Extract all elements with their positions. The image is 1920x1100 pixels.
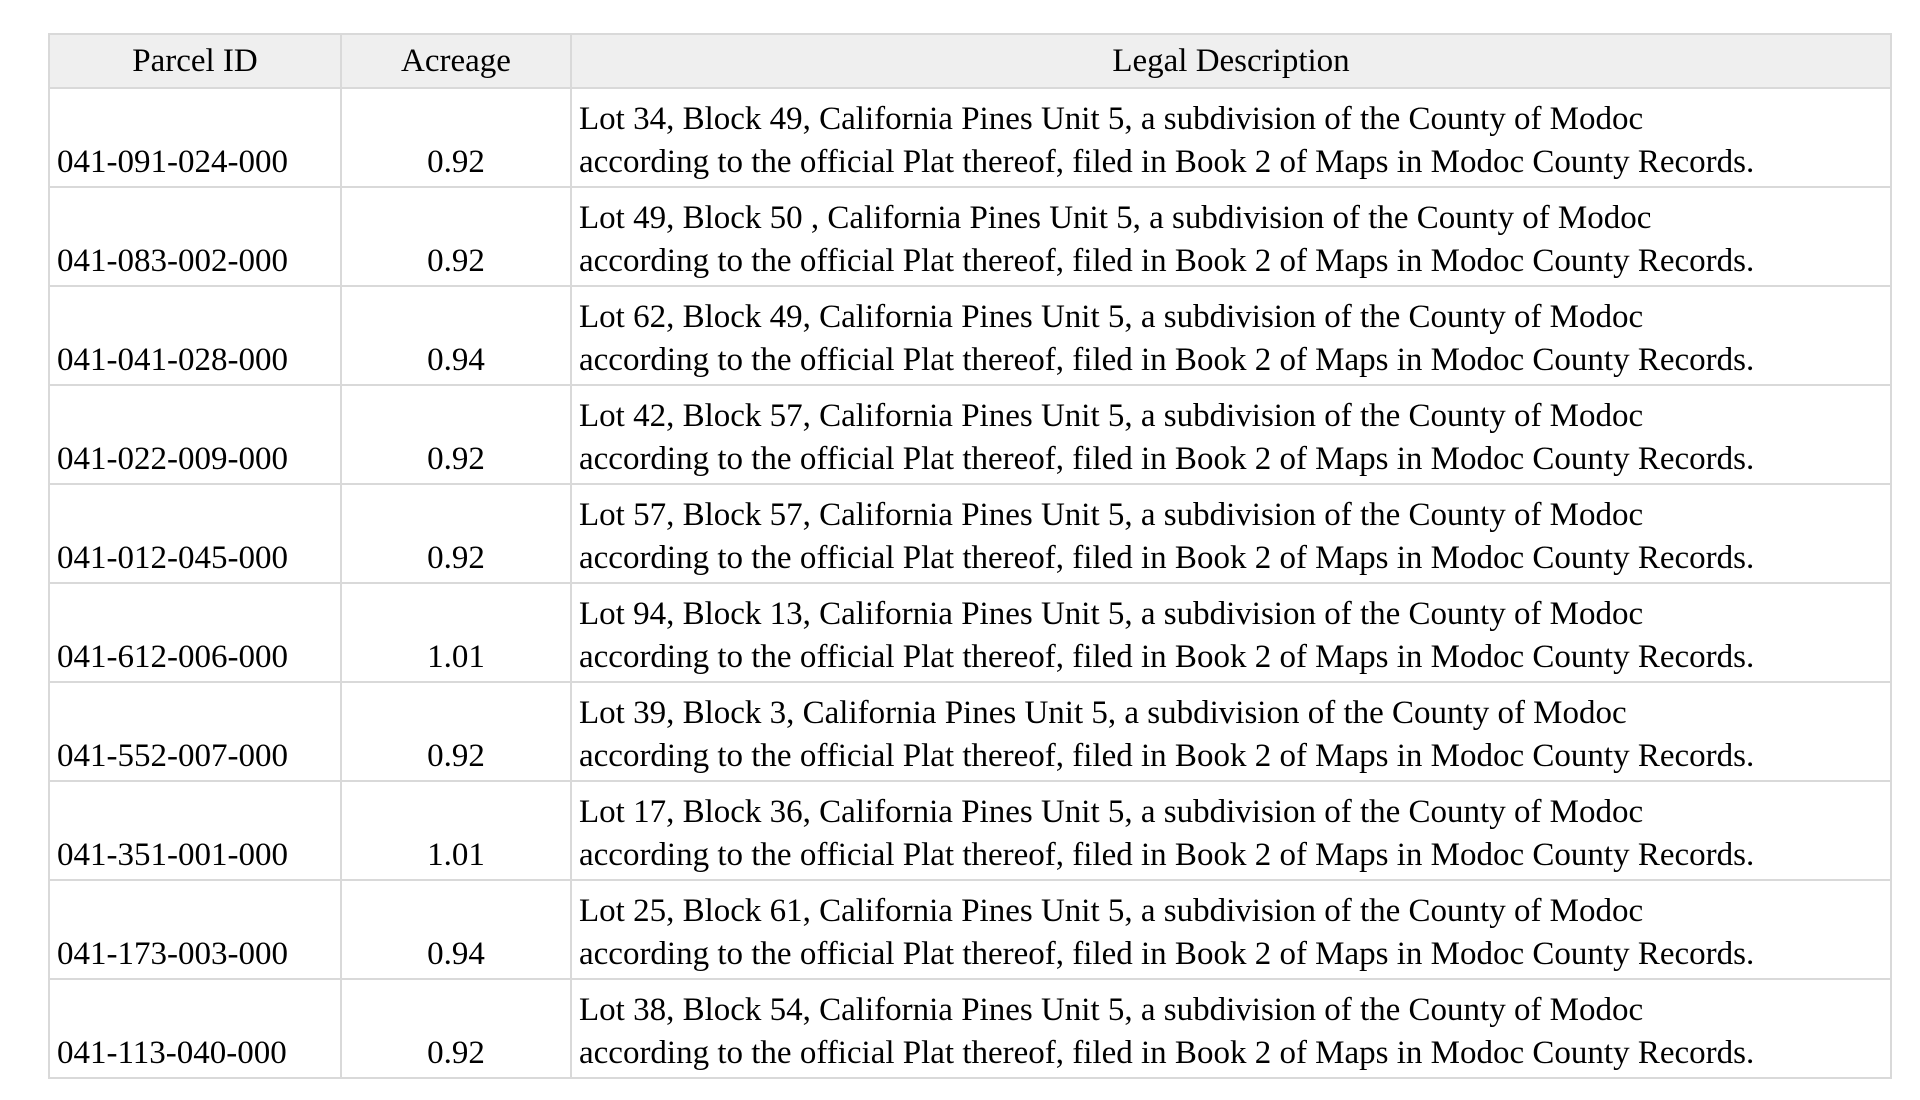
acreage-cell: 1.01 — [341, 583, 571, 682]
table-header — [49, 34, 1891, 88]
table-row — [49, 781, 1891, 880]
legal-description-line: according to the official Plat thereof, filed in Book 2 of Maps in Modoc County Records. — [579, 738, 1755, 774]
table-row — [49, 979, 1891, 1078]
acreage-cell: 0.94 — [341, 286, 571, 385]
legal-description-line: according to the official Plat thereof, filed in Book 2 of Maps in Modoc County Records. — [579, 441, 1755, 477]
acreage-cell: 0.92 — [341, 385, 571, 484]
legal-description-line: Lot 62, Block 49, California Pines Unit 5, a subdivision of the County of Modoc — [579, 299, 1644, 335]
table-row — [49, 286, 1891, 385]
legal-description-cell — [571, 187, 1891, 286]
legal-description-cell — [571, 979, 1891, 1078]
table-row — [49, 187, 1891, 286]
table-row — [49, 88, 1891, 187]
header-row — [49, 34, 1891, 88]
table-row — [49, 484, 1891, 583]
table-row — [49, 682, 1891, 781]
parcel-table-container — [48, 33, 1890, 1079]
legal-description-cell — [571, 88, 1891, 187]
acreage-cell: 0.92 — [341, 88, 571, 187]
legal-description-line: Lot 25, Block 61, California Pines Unit 5, a subdivision of the County of Modoc — [579, 893, 1644, 929]
acreage-cell: 0.92 — [341, 979, 571, 1078]
legal-description-line: according to the official Plat thereof, filed in Book 2 of Maps in Modoc County Records. — [579, 540, 1755, 576]
table-row — [49, 880, 1891, 979]
parcel-id-cell: 041-022-009-000 — [49, 385, 341, 484]
parcel-id-cell: 041-012-045-000 — [49, 484, 341, 583]
legal-description-line: according to the official Plat thereof, filed in Book 2 of Maps in Modoc County Records. — [579, 639, 1755, 675]
legal-description-line: according to the official Plat thereof, filed in Book 2 of Maps in Modoc County Records. — [579, 144, 1755, 180]
parcel-id-cell: 041-173-003-000 — [49, 880, 341, 979]
legal-description-line: Lot 57, Block 57, California Pines Unit 5, a subdivision of the County of Modoc — [579, 497, 1644, 533]
table-row — [49, 583, 1891, 682]
parcel-id-cell: 041-113-040-000 — [49, 979, 341, 1078]
parcel-id-cell: 041-041-028-000 — [49, 286, 341, 385]
legal-description-line: according to the official Plat thereof, filed in Book 2 of Maps in Modoc County Records. — [579, 342, 1755, 378]
legal-description-cell — [571, 583, 1891, 682]
legal-description-line: Lot 17, Block 36, California Pines Unit 5, a subdivision of the County of Modoc — [579, 794, 1644, 830]
header-legal-description: Legal Description — [571, 34, 1891, 88]
parcel-id-cell: 041-083-002-000 — [49, 187, 341, 286]
legal-description-line: Lot 38, Block 54, California Pines Unit 5, a subdivision of the County of Modoc — [579, 992, 1644, 1028]
legal-description-cell — [571, 286, 1891, 385]
legal-description-cell — [571, 385, 1891, 484]
legal-description-line: Lot 39, Block 3, California Pines Unit 5, a subdivision of the County of Modoc — [579, 695, 1627, 731]
parcel-id-cell: 041-091-024-000 — [49, 88, 341, 187]
legal-description-cell — [571, 781, 1891, 880]
parcel-table — [48, 33, 1892, 1079]
legal-description-line: Lot 42, Block 57, California Pines Unit 5, a subdivision of the County of Modoc — [579, 398, 1644, 434]
header-acreage: Acreage — [341, 34, 571, 88]
legal-description-cell — [571, 484, 1891, 583]
table-body — [49, 88, 1891, 1078]
parcel-id-cell: 041-552-007-000 — [49, 682, 341, 781]
parcel-id-cell: 041-612-006-000 — [49, 583, 341, 682]
legal-description-line: according to the official Plat thereof, filed in Book 2 of Maps in Modoc County Records. — [579, 837, 1755, 873]
acreage-cell: 1.01 — [341, 781, 571, 880]
legal-description-line: Lot 34, Block 49, California Pines Unit 5, a subdivision of the County of Modoc — [579, 101, 1644, 137]
legal-description-cell — [571, 682, 1891, 781]
table-row — [49, 385, 1891, 484]
header-parcel-id: Parcel ID — [49, 34, 341, 88]
acreage-cell: 0.92 — [341, 682, 571, 781]
legal-description-line: according to the official Plat thereof, filed in Book 2 of Maps in Modoc County Records. — [579, 936, 1755, 972]
legal-description-cell — [571, 880, 1891, 979]
legal-description-line: according to the official Plat thereof, filed in Book 2 of Maps in Modoc County Records. — [579, 243, 1755, 279]
acreage-cell: 0.92 — [341, 187, 571, 286]
parcel-id-cell: 041-351-001-000 — [49, 781, 341, 880]
acreage-cell: 0.92 — [341, 484, 571, 583]
legal-description-line: Lot 49, Block 50 , California Pines Unit 5, a subdivision of the County of Modoc — [579, 200, 1652, 236]
acreage-cell: 0.94 — [341, 880, 571, 979]
legal-description-line: according to the official Plat thereof, filed in Book 2 of Maps in Modoc County Records. — [579, 1035, 1755, 1071]
legal-description-line: Lot 94, Block 13, California Pines Unit 5, a subdivision of the County of Modoc — [579, 596, 1644, 632]
